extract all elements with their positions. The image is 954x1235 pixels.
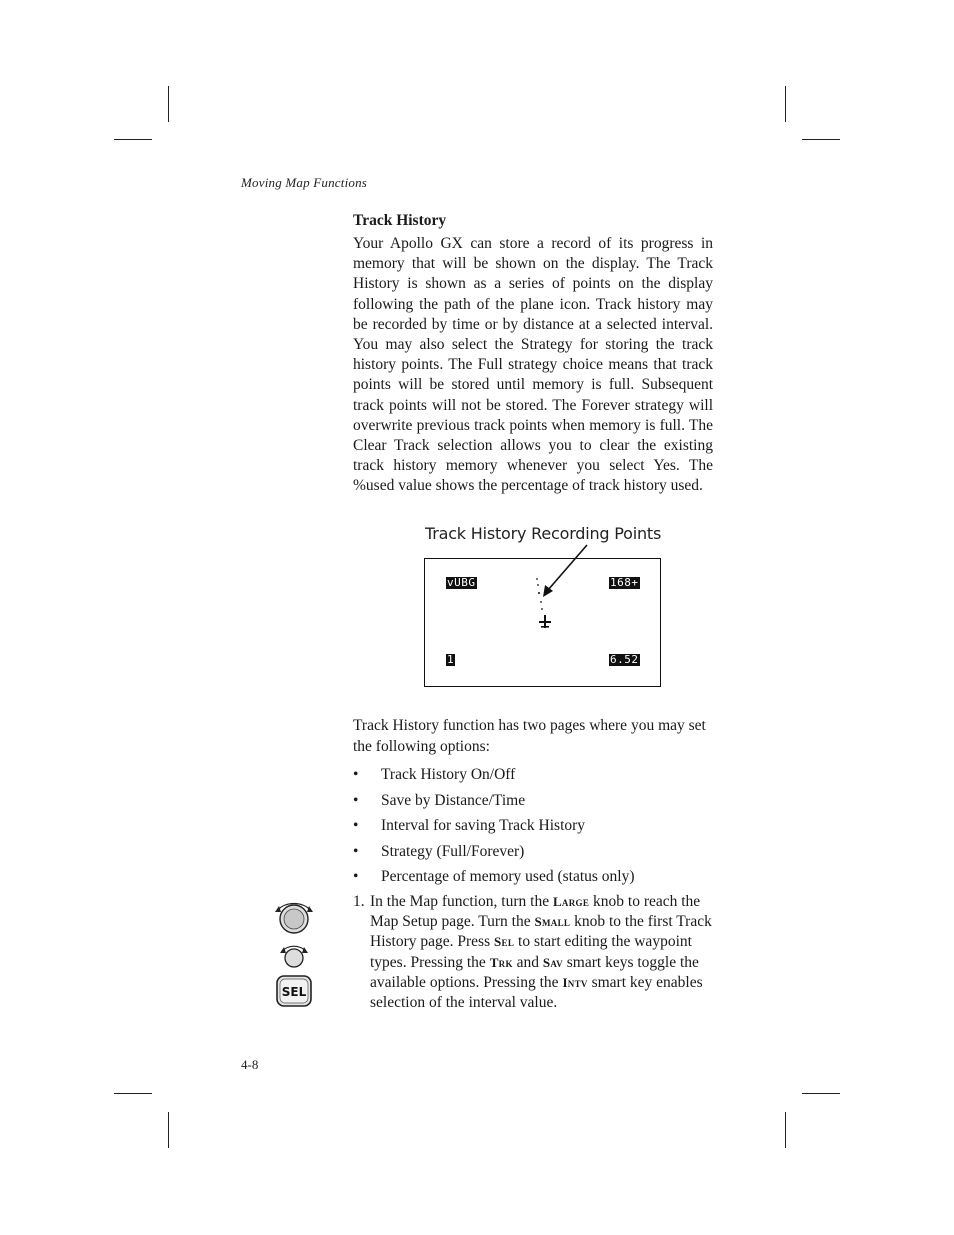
intro-paragraph: Track History function has two pages where you may set the following options: [353,717,706,755]
crop-mark [168,1112,169,1148]
crop-mark [785,86,786,122]
section-title: Track History [353,212,447,229]
track-point [537,584,539,586]
crop-mark [785,1112,786,1148]
list-item: • Interval for saving Track History [353,817,586,835]
small-knob-icon [278,941,310,973]
section-body: Your Apollo GX can store a record of its progress in memory that will be shown on the display. The Track History is shown as a series of points on the display following the path of the plane icon. Track history may be recorded by time or by distance at a selected interval. You may also select the Strategy for storing the track history points. The Full strategy choice means that track points will be stored until memory is full. Subsequent track points will not be stored. The Forever strategy will overwrite previous track points when memory is full. The Clear Track selection allows you to clear the existing track history memory whenever you select Yes. The %used value shows the percentage of track history used. [353,235,713,495]
page-number: 4-8 [241,1057,259,1072]
screen-top-right-readout: 168+ [610,576,639,589]
track-point [536,578,538,580]
bullet-marker: • [353,766,359,783]
key-sel: Sel [494,934,515,950]
step-text: In the Map function, turn the Large knob to reach the Map Setup page. Turn the Small knob to the first Track History page. Press Sel to start editing the waypoint types. Pressing the Trk and Sav smart keys toggle the available options. Pressing the Intv smart key enables selection of the interval value. [370,893,712,1012]
running-header: Moving Map Functions [241,175,368,190]
options-list [353,765,713,893]
crop-mark [168,86,169,122]
step-number: 1. [353,893,365,910]
crop-mark [114,139,152,140]
large-knob-icon [272,897,316,939]
screen-bottom-right-readout: 6.52 [610,653,639,666]
list-item: • Track History On/Off [353,766,516,783]
map-display-screen [424,558,661,687]
track-point [538,592,540,594]
track-point [541,608,543,610]
crop-mark [802,139,840,140]
bullet-marker: • [353,817,359,835]
key-small: Small [534,914,571,930]
bullet-marker: • [353,842,359,860]
crop-mark [802,1093,840,1094]
plane-icon [539,615,551,628]
list-item: • Strategy (Full/Forever) [353,842,525,860]
step-1 [353,892,713,1013]
bullet-marker: • [353,868,359,886]
key-large: Large [552,894,590,909]
list-item: • Percentage of memory used (status only) [353,868,635,886]
key-intv: Intv [562,974,588,990]
key-sav: Sav [542,954,563,970]
track-points-graphic [425,559,660,686]
list-item: • Save by Distance/Time [353,791,526,809]
key-trk: Trk [489,954,513,970]
bullet-marker: • [353,791,359,809]
figure-caption: Track History Recording Points [425,524,662,543]
screen-top-left-readout: vUBG [447,576,476,589]
track-point [540,601,542,603]
sel-button-label: SEL [281,985,307,999]
screen-bottom-left-readout: 1 [447,653,455,666]
crop-mark [114,1093,152,1094]
sel-button-icon [275,974,313,1008]
